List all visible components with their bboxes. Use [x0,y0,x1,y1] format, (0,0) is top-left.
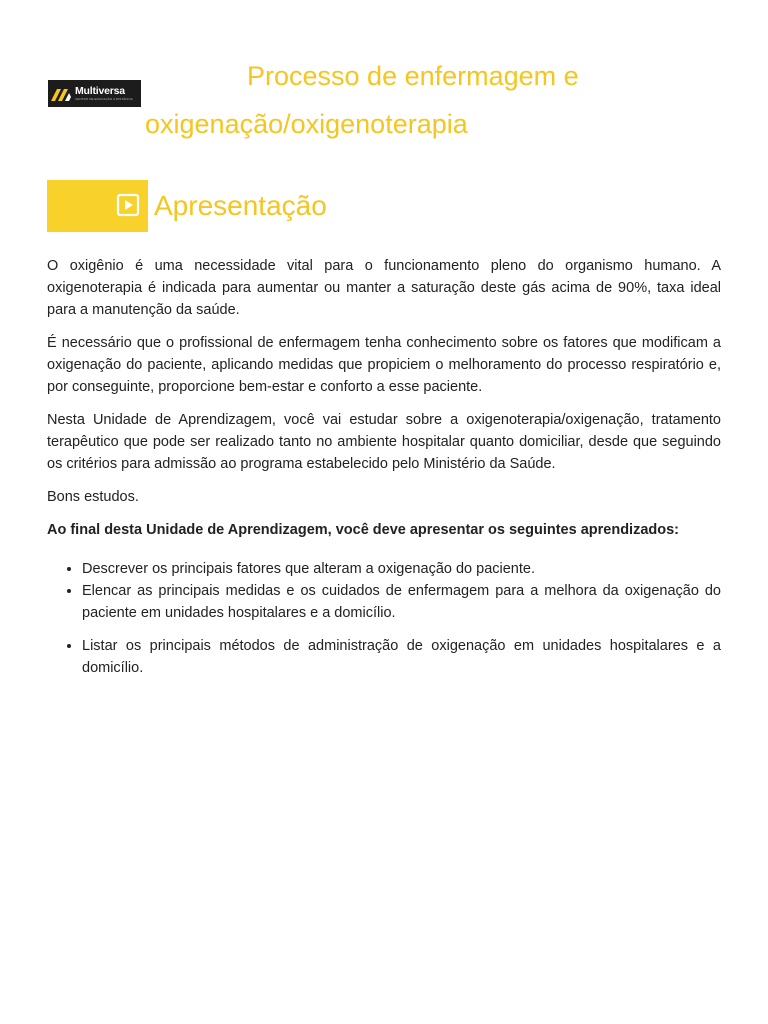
logo-text [75,86,133,101]
paragraph: O oxigênio é uma necessidade vital para o funcionamento pleno do organismo humano. A oxigenoterapia é indicada para aumentar ou manter a saturação deste gás acima de 90%, taxa ideal para a manutenção da saúde. [47,258,721,318]
list-item: • Listar os principais métodos de administração de oxigenação em unidades hospitalares e a domicílio. [82,635,721,679]
multiversa-logo [48,80,141,107]
section-title: Apresentação [154,190,327,221]
objectives-heading: Ao final desta Unidade de Aprendizagem, você deve apresentar os seguintes aprendizados: [47,522,679,538]
document-title [145,52,705,148]
paragraph: Bons estudos. [47,489,139,505]
list-item: • Elencar as principais medidas e os cuidados de enfermagem para a melhora da oxigenação do paciente em unidades hospitalares e a domicílio. [82,580,721,624]
document-title-line-1: Processo de enfermagem e [247,61,579,91]
paragraph: Nesta Unidade de Aprendizagem, você vai estudar sobre a oxigenoterapia/oxigenação, tratamento terapêutico que pode ser realizado tanto no ambiente hospitalar quanto domiciliar, desde que seguindo os critérios para admissão ao programa estabelecido pelo Ministério da Saúde. [47,412,721,472]
objectives-list [47,558,721,679]
document-title-line-2: oxigenação/oxigenoterapia [145,109,468,139]
play-icon [116,193,140,217]
paragraph: É necessário que o profissional de enfermagem tenha conhecimento sobre os fatores que modificam a oxigenação do paciente, aplicando medidas que propiciem o melhoramento do processo respiratório e, por conseguinte, proporcione bem-estar e conforto a esse paciente. [47,335,721,395]
list-item: • Descrever os principais fatores que alteram a oxigenação do paciente. [82,558,721,580]
logo-tagline: CENTRO DE EDUCAÇÃO A DISTÂNCIA [75,96,133,101]
logo-name: Multiversa [75,85,125,98]
logo-mark-icon [48,80,74,107]
document-body [47,255,721,679]
